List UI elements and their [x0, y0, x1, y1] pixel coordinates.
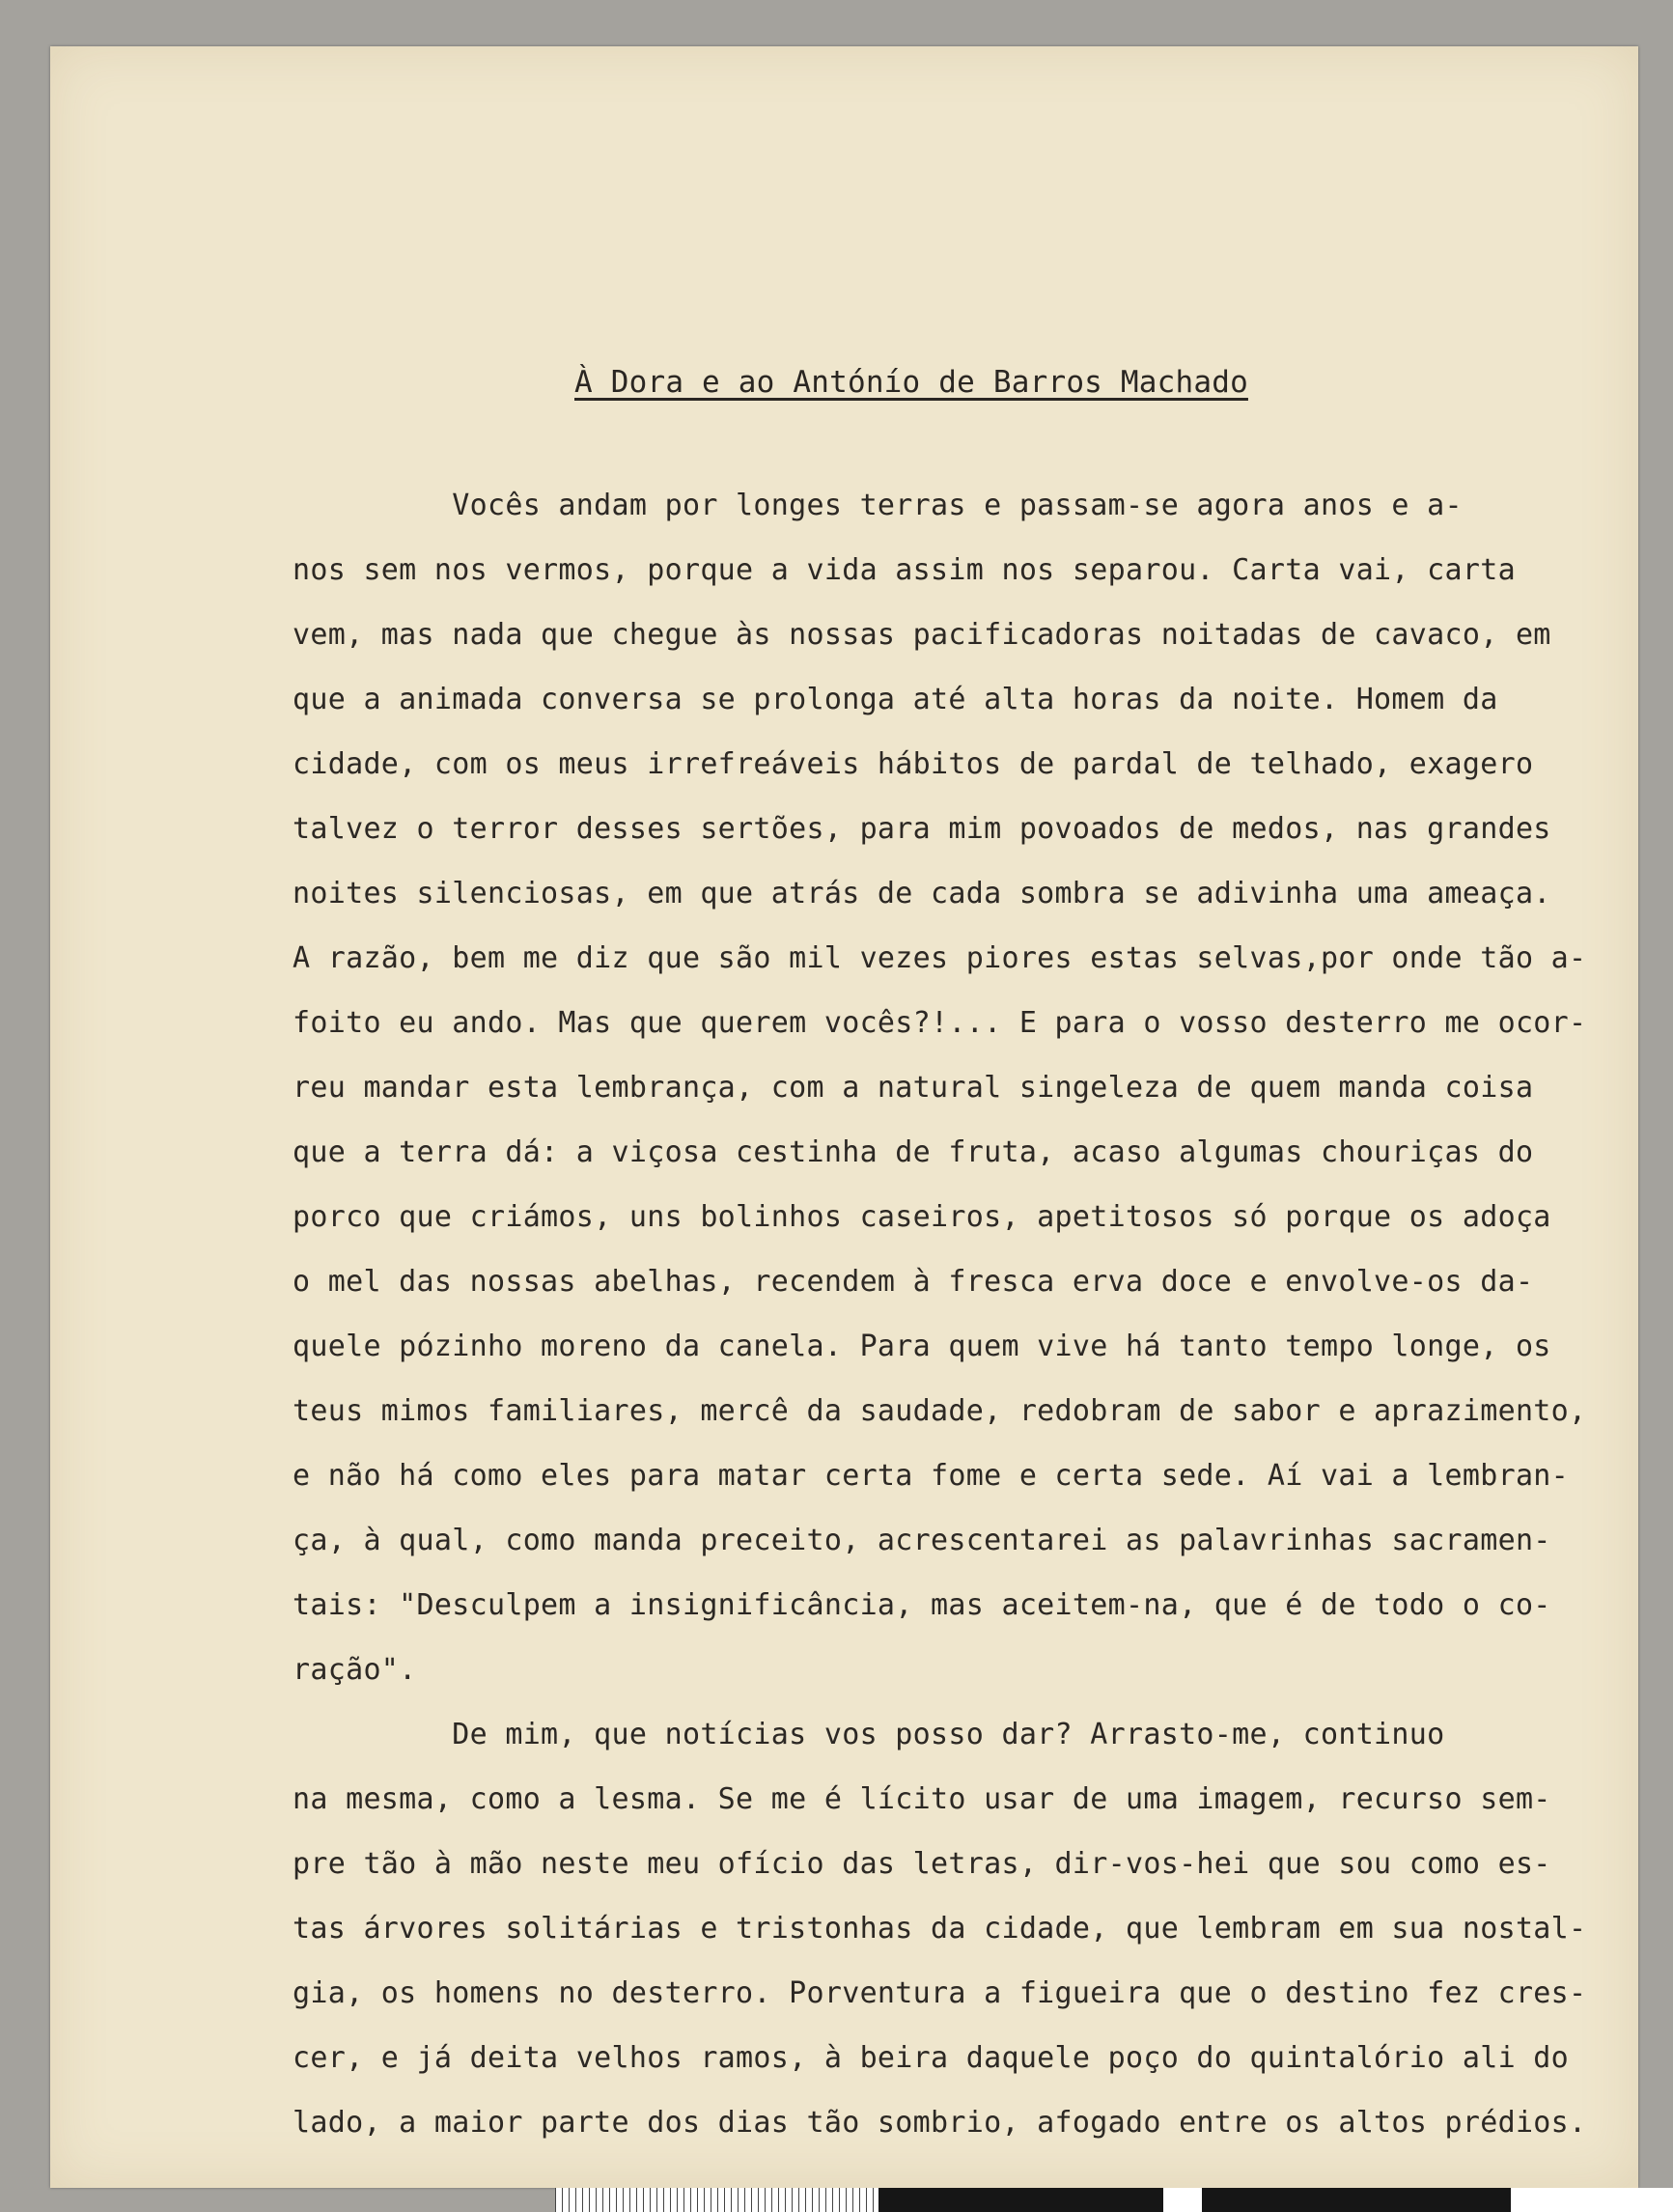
text-line: teus mimos familiares, mercê da saudade, redobram de sabor e aprazimento,: [293, 1394, 1587, 1428]
text-line: gia, os homens no desterro. Porventura a figueira que o destino fez cres-: [293, 1976, 1587, 2010]
text-line: Vocês andam por longes terras e passam-se agora anos e a-: [293, 489, 1463, 522]
text-line: vem, mas nada que chegue às nossas pacificadoras noitadas de cavaco, em: [293, 618, 1551, 652]
text-line: quele pózinho moreno da canela. Para quem vive há tanto tempo longe, os: [293, 1330, 1551, 1363]
text-line: cidade, com os meus irrefreáveis hábitos de pardal de telhado, exagero: [293, 747, 1534, 781]
text-line: porco que criámos, uns bolinhos caseiros, apetitosos só porque os adoça: [293, 1200, 1551, 1234]
text-line: tais: "Desculpem a insignificância, mas aceitem-na, que é de todo o co-: [293, 1588, 1551, 1622]
ruler-ticks: [555, 2188, 874, 2212]
ruler-black-segment: [878, 2188, 1163, 2212]
text-line: A razão, bem me diz que são mil vezes piores estas selvas,por onde tão a-: [293, 941, 1587, 975]
text-line: talvez o terror desses sertões, para mim povoados de medos, nas grandes: [293, 812, 1551, 846]
text-line: reu mandar esta lembrança, com a natural singeleza de quem manda coisa: [293, 1071, 1534, 1105]
text-line: lado, a maior parte dos dias tão sombrio, afogado entre os altos prédios.: [293, 2106, 1587, 2140]
text-line: nos sem nos vermos, porque a vida assim nos separou. Carta vai, carta: [293, 553, 1516, 587]
text-line: De mim, que notícias vos posso dar? Arrasto-me, continuo: [293, 1718, 1445, 1751]
text-line: tas árvores solitárias e tristonhas da cidade, que lembram em sua nostal-: [293, 1912, 1587, 1946]
text-line: ração".: [293, 1653, 417, 1687]
text-line: pre tão à mão neste meu ofício das letras, dir-vos-hei que sou como es-: [293, 1847, 1551, 1881]
typescript-page: [50, 46, 1638, 2188]
text-line: foito eu ando. Mas que querem vocês?!... E para o vosso desterro me ocor-: [293, 1006, 1587, 1040]
page-title: À Dora e ao Antónío de Barros Machado: [574, 365, 1248, 400]
ruler-black-segment: [1202, 2188, 1511, 2212]
text-line: que a terra dá: a viçosa cestinha de fruta, acaso algumas chouriças do: [293, 1135, 1534, 1169]
text-line: o mel das nossas abelhas, recendem à fresca erva doce e envolve-os da-: [293, 1265, 1534, 1299]
text-line: na mesma, como a lesma. Se me é lícito usar de uma imagem, recurso sem-: [293, 1782, 1551, 1816]
scale-ruler: [555, 2188, 1673, 2212]
text-line: ça, à qual, como manda preceito, acrescentarei as palavrinhas sacramen-: [293, 1524, 1551, 1557]
text-line: e não há como eles para matar certa fome e certa sede. Aí vai a lembran-: [293, 1459, 1570, 1493]
text-line: cer, e já deita velhos ramos, à beira daquele poço do quintalório ali do: [293, 2041, 1570, 2075]
text-line: que a animada conversa se prolonga até alta horas da noite. Homem da: [293, 683, 1498, 716]
text-line: noites silenciosas, em que atrás de cada sombra se adivinha uma ameaça.: [293, 877, 1551, 910]
